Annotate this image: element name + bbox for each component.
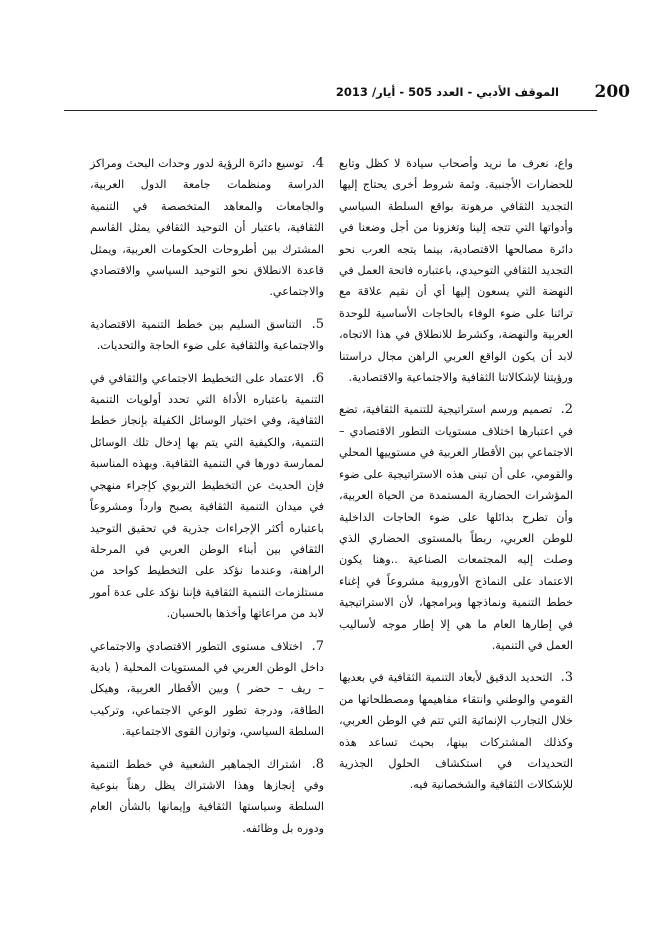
left-column <box>90 153 324 850</box>
page-number: 200 <box>594 82 630 102</box>
list-number: 3. <box>560 670 573 686</box>
list-number: 2. <box>560 402 573 418</box>
list-item-5 <box>90 314 324 357</box>
paragraph-text: اختلاف مستوى التطور الاقتصادي والاجتماعي داخل الوطن العربي في المستويات المحلية ( بادية – ريف – حضر ) وبين الأقطار العربية، وهيكل الطاقة، ودرجة تطور الوعي الاجتماعي، وتركيب السلطة السياسي، وتوازن القوى الاجتماعية. <box>90 639 324 739</box>
paragraph-text: تصميم ورسم استراتيجية للتنمية الثقافية، تضع في اعتبارها اختلاف مستويات التطور الاقتصادي – الاجتماعي بين الأقطار العربية في مستوييها المحلي والقومي، على أن تبنى هذه الاستراتيجية على ضوء المؤشرات الحضارية المستمدة من الحياة العربية، وأن تطرح بدائلها على ضوء الحاجات الداخلية للوطن العربي، ربطاً بالمستوى الحضاري الذي وصلت إليه المجتمعات الصناعية ..وهنا يكون الاعتماد على النماذج الأوروبية مشروعاً في إغناء خطط التنمية ونماذجها وبرامجها، لأن الاستراتيجية في إطارها العام ما هي إلا إطار موجه لأساليب العمل في التنمية. <box>339 403 573 652</box>
list-number: 6. <box>311 370 324 386</box>
right-column <box>339 153 573 807</box>
list-number: 4. <box>311 156 324 171</box>
paragraph-text: التحديد الدقيق لأبعاد التنمية الثقافية في بعديها القومي والوطني وانتقاء مفاهيمها ومصطلحاتها من خلال التجارب الإنمائية التي تتم في الوطن العربي، وكذلك المشتركات بينها، بحيث تساعد هذه التحديدات في استكشاف الحلول الجذرية للإشكالات الثقافية والشخصانية فيه. <box>339 671 573 792</box>
page-header <box>64 80 630 110</box>
list-item-6 <box>90 368 324 625</box>
list-number: 7. <box>311 638 325 654</box>
list-number: 8. <box>311 756 324 772</box>
list-item-2 <box>339 399 573 656</box>
list-item-4 <box>90 153 324 303</box>
paragraph-text: الاعتماد على التخطيط الاجتماعي والثقافي في التنمية باعتباره الأداة التي تحدد أولويات التنمية الثقافية، وفي اختيار الوسائل الكفيلة بإنجاز خطط التنمية، والكيفية التي يتم بها إدخال تلك الوسائل لممارسة دورها في التنمية الثقافية. وبهذه المناسبة فإن الحديث عن التخطيط التربوي كإجراء منهجي في ميدان التنمية الثقافية يصبح وارداً ومشروعاً باعتباره أكثر الإجراءات جذرية في تحقيق التوحيد الثقافي بين أبناء الوطن العربي في المرحلة الراهنة، وعندما نؤكد على التخطيط كواحد من مستلزمات التنمية الثقافية فإننا نؤكد على عدة أمور لابد من مراعاتها وأخذها بالحسبان. <box>90 371 324 621</box>
paragraph-text: التناسق السليم بين خطط التنمية الاقتصادية والاجتماعية والثقافية على ضوء الحاجة والتحديات. <box>90 317 324 353</box>
list-item-3 <box>339 667 573 795</box>
header-rule <box>64 110 597 111</box>
list-item-7 <box>90 636 324 743</box>
paragraph-text: توسيع دائرة الرؤية لدور وحدات البحث ومراكز الدراسة ومنظمات جامعة الدول العربية، والجامعات والمعاهد المتخصصة في التنمية الثقافية، باعتبار أن التوحيد الثقافي يمثل القاسم المشترك بين أطروحات الحكومات العربية، ويمثل قاعدة الانطلاق نحو التوحيد السياسي والاقتصادي والاجتماعي. <box>90 157 324 299</box>
list-number: 5. <box>311 316 324 332</box>
paragraph-intro <box>339 153 573 388</box>
paragraph-text: اشتراك الجماهير الشعبية في خطط التنمية وفي إنجازها وهذا الاشتراك يظل رهناً بنوعية السلطة وسياستها الثقافية وإيمانها بالشأن العام ودوره بل وظائفه. <box>90 757 324 835</box>
paragraph-text: واع، نعرف ما نريد وأصحاب سيادة لا كظل وتابع للحضارات الأجنبية. وثمة شروط أخرى يحتاج إليها التجديد الثقافي مرهونة بواقع السلطة السياسي وأدواتها التي تتجه إلينا وتغزونا من أجل وضعنا في دائرة مصالحها الاقتصادية، بينما يتجه العرب نحو التجديد الثقافي التوحيدي، باعتباره فاتحة العمل في النهضة التي يسعون إليها أي أن نقيم علاقة مع تراثنا على ضوء الوفاء بالحاجات الأساسية للوحدة العربية والنهضة، وكشرط للانطلاق في هذا الاتجاه، لابد أن يكون الواقع العربي الراهن مجال دراستنا ورؤيتنا لإشكالاتنا الثقافية والاجتماعية والاقتصادية. <box>339 157 573 385</box>
running-title: الموقف الأدبي - العدد 505 - أيار/ 2013 <box>335 85 559 99</box>
list-item-8 <box>90 754 324 840</box>
